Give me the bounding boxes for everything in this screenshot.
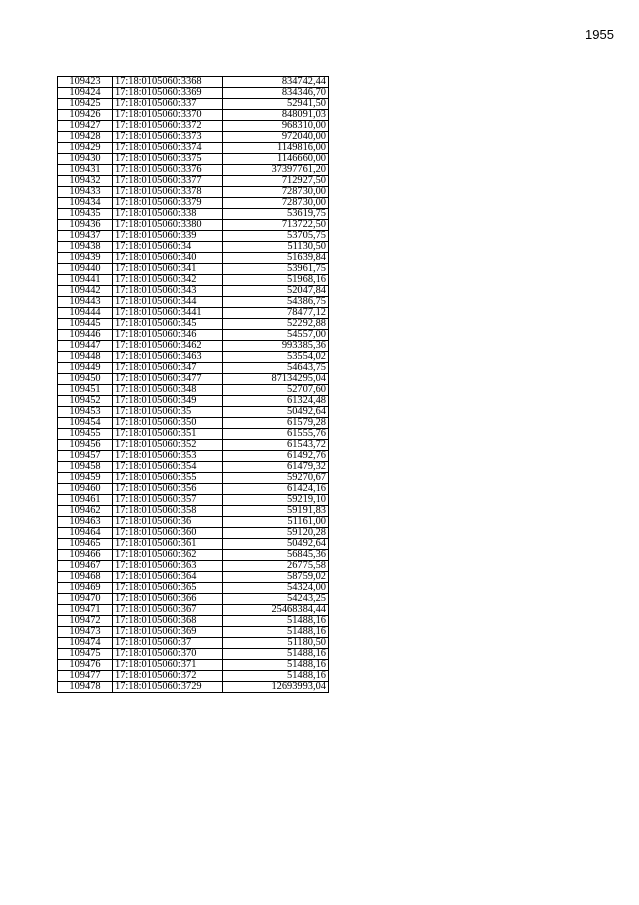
cadastral-number-cell: 17:18:0105060:343 [113,286,223,297]
table-row [58,110,329,121]
table-row [58,484,329,495]
table-row [58,429,329,440]
cadastral-number-cell: 17:18:0105060:3378 [113,187,223,198]
table-row [58,154,329,165]
table-row [58,341,329,352]
cadastral-number-cell: 17:18:0105060:3369 [113,88,223,99]
table-row [58,308,329,319]
table-row [58,143,329,154]
cadastral-value-cell: 713722,50 [223,220,329,231]
row-number-cell: 109474 [58,638,113,649]
cadastral-number-cell: 17:18:0105060:3375 [113,154,223,165]
cadastral-number-cell: 17:18:0105060:3379 [113,198,223,209]
row-number-cell: 109430 [58,154,113,165]
cadastral-number-cell: 17:18:0105060:372 [113,671,223,682]
table-row [58,418,329,429]
cadastral-number-cell: 17:18:0105060:362 [113,550,223,561]
cadastral-number-cell: 17:18:0105060:3729 [113,682,223,693]
row-number-cell: 109447 [58,341,113,352]
cadastral-number-cell: 17:18:0105060:3372 [113,121,223,132]
cadastral-number-cell: 17:18:0105060:341 [113,264,223,275]
cadastral-number-cell: 17:18:0105060:346 [113,330,223,341]
cadastral-value-cell: 54243,25 [223,594,329,605]
cadastral-value-cell: 61479,32 [223,462,329,473]
table-row [58,440,329,451]
cadastral-value-cell: 54557,00 [223,330,329,341]
row-number-cell: 109457 [58,451,113,462]
cadastral-value-cell: 52047,84 [223,286,329,297]
cadastral-value-cell: 834346,70 [223,88,329,99]
cadastral-number-cell: 17:18:0105060:371 [113,660,223,671]
row-number-cell: 109451 [58,385,113,396]
cadastral-number-cell: 17:18:0105060:350 [113,418,223,429]
table-row [58,187,329,198]
table-row [58,561,329,572]
cadastral-value-cell: 61424,16 [223,484,329,495]
table-row [58,583,329,594]
cadastral-number-cell: 17:18:0105060:340 [113,253,223,264]
table-row [58,594,329,605]
row-number-cell: 109453 [58,407,113,418]
table-row [58,209,329,220]
cadastral-value-cell: 78477,12 [223,308,329,319]
table-row [58,264,329,275]
row-number-cell: 109432 [58,176,113,187]
table-row [58,165,329,176]
row-number-cell: 109467 [58,561,113,572]
row-number-cell: 109463 [58,517,113,528]
table-row [58,220,329,231]
cadastral-value-cell: 25468384,44 [223,605,329,616]
cadastral-value-cell: 51161,00 [223,517,329,528]
row-number-cell: 109443 [58,297,113,308]
cadastral-value-cell: 56845,36 [223,550,329,561]
row-number-cell: 109464 [58,528,113,539]
table-row [58,616,329,627]
cadastral-number-cell: 17:18:0105060:3373 [113,132,223,143]
row-number-cell: 109435 [58,209,113,220]
table-row [58,517,329,528]
cadastral-value-cell: 61543,72 [223,440,329,451]
cadastral-value-cell: 87134295,04 [223,374,329,385]
row-number-cell: 109431 [58,165,113,176]
table-row [58,495,329,506]
table-row [58,682,329,693]
cadastral-number-cell: 17:18:0105060:3368 [113,77,223,88]
cadastral-value-cell: 61324,48 [223,396,329,407]
row-number-cell: 109471 [58,605,113,616]
table-row [58,605,329,616]
cadastral-value-cell: 59270,67 [223,473,329,484]
cadastral-value-cell: 993385,36 [223,341,329,352]
cadastral-value-cell: 61555,76 [223,429,329,440]
row-number-cell: 109461 [58,495,113,506]
cadastral-number-cell: 17:18:0105060:349 [113,396,223,407]
cadastral-number-cell: 17:18:0105060:3376 [113,165,223,176]
table-row [58,99,329,110]
cadastral-number-cell: 17:18:0105060:34 [113,242,223,253]
table-row [58,506,329,517]
table-row [58,627,329,638]
cadastral-number-cell: 17:18:0105060:337 [113,99,223,110]
cadastral-value-cell: 59120,28 [223,528,329,539]
table-row [58,88,329,99]
table-row [58,374,329,385]
cadastral-value-cell: 51488,16 [223,671,329,682]
row-number-cell: 109444 [58,308,113,319]
cadastral-value-cell: 26775,58 [223,561,329,572]
table-body [58,77,329,693]
row-number-cell: 109478 [58,682,113,693]
row-number-cell: 109456 [58,440,113,451]
cadastral-number-cell: 17:18:0105060:370 [113,649,223,660]
table-row [58,550,329,561]
page-number: 1955 [585,27,614,42]
table-row [58,407,329,418]
cadastral-value-cell: 51130,50 [223,242,329,253]
cadastral-number-cell: 17:18:0105060:348 [113,385,223,396]
cadastral-value-cell: 50492,64 [223,539,329,550]
cadastral-number-cell: 17:18:0105060:356 [113,484,223,495]
table-row [58,121,329,132]
cadastral-number-cell: 17:18:0105060:3377 [113,176,223,187]
table-row [58,539,329,550]
cadastral-value-cell: 54643,75 [223,363,329,374]
row-number-cell: 109446 [58,330,113,341]
cadastral-number-cell: 17:18:0105060:3441 [113,308,223,319]
row-number-cell: 109428 [58,132,113,143]
table-row [58,528,329,539]
row-number-cell: 109440 [58,264,113,275]
cadastral-value-cell: 834742,44 [223,77,329,88]
table-row [58,253,329,264]
cadastral-number-cell: 17:18:0105060:351 [113,429,223,440]
cadastral-number-cell: 17:18:0105060:339 [113,231,223,242]
row-number-cell: 109477 [58,671,113,682]
cadastral-number-cell: 17:18:0105060:3370 [113,110,223,121]
table-row [58,638,329,649]
row-number-cell: 109442 [58,286,113,297]
row-number-cell: 109475 [58,649,113,660]
cadastral-value-cell: 848091,03 [223,110,329,121]
row-number-cell: 109436 [58,220,113,231]
row-number-cell: 109459 [58,473,113,484]
cadastral-number-cell: 17:18:0105060:342 [113,275,223,286]
cadastral-value-cell: 51488,16 [223,616,329,627]
cadastral-value-cell: 50492,64 [223,407,329,418]
row-number-cell: 109437 [58,231,113,242]
cadastral-number-cell: 17:18:0105060:338 [113,209,223,220]
cadastral-number-cell: 17:18:0105060:357 [113,495,223,506]
cadastral-number-cell: 17:18:0105060:361 [113,539,223,550]
cadastral-number-cell: 17:18:0105060:358 [113,506,223,517]
cadastral-value-cell: 37397761,20 [223,165,329,176]
row-number-cell: 109473 [58,627,113,638]
table-row [58,363,329,374]
cadastral-value-cell: 51968,16 [223,275,329,286]
row-number-cell: 109438 [58,242,113,253]
row-number-cell: 109433 [58,187,113,198]
cadastral-value-cell: 1146660,00 [223,154,329,165]
row-number-cell: 109427 [58,121,113,132]
row-number-cell: 109454 [58,418,113,429]
table-row [58,396,329,407]
table-row [58,132,329,143]
cadastral-value-cell: 52941,50 [223,99,329,110]
cadastral-value-cell: 54386,75 [223,297,329,308]
table-row [58,385,329,396]
table-row [58,286,329,297]
cadastral-number-cell: 17:18:0105060:3462 [113,341,223,352]
cadastral-number-cell: 17:18:0105060:37 [113,638,223,649]
row-number-cell: 109460 [58,484,113,495]
row-number-cell: 109448 [58,352,113,363]
cadastral-value-cell: 972040,00 [223,132,329,143]
cadastral-number-cell: 17:18:0105060:352 [113,440,223,451]
cadastral-number-cell: 17:18:0105060:3477 [113,374,223,385]
cadastral-number-cell: 17:18:0105060:355 [113,473,223,484]
cadastral-number-cell: 17:18:0105060:366 [113,594,223,605]
cadastral-value-table [57,76,329,693]
row-number-cell: 109462 [58,506,113,517]
table-row [58,671,329,682]
cadastral-number-cell: 17:18:0105060:364 [113,572,223,583]
cadastral-number-cell: 17:18:0105060:354 [113,462,223,473]
row-number-cell: 109425 [58,99,113,110]
cadastral-value-cell: 53961,75 [223,264,329,275]
cadastral-value-cell: 52292,88 [223,319,329,330]
cadastral-value-cell: 61579,28 [223,418,329,429]
row-number-cell: 109441 [58,275,113,286]
cadastral-number-cell: 17:18:0105060:367 [113,605,223,616]
cadastral-number-cell: 17:18:0105060:365 [113,583,223,594]
cadastral-number-cell: 17:18:0105060:3374 [113,143,223,154]
cadastral-value-cell: 59219,10 [223,495,329,506]
cadastral-value-cell: 728730,00 [223,198,329,209]
row-number-cell: 109458 [58,462,113,473]
row-number-cell: 109423 [58,77,113,88]
table-row [58,462,329,473]
table-row [58,660,329,671]
cadastral-number-cell: 17:18:0105060:3380 [113,220,223,231]
cadastral-value-cell: 59191,83 [223,506,329,517]
cadastral-number-cell: 17:18:0105060:345 [113,319,223,330]
table-row [58,231,329,242]
cadastral-number-cell: 17:18:0105060:368 [113,616,223,627]
table-row [58,649,329,660]
row-number-cell: 109472 [58,616,113,627]
table-row [58,77,329,88]
row-number-cell: 109452 [58,396,113,407]
row-number-cell: 109470 [58,594,113,605]
cadastral-value-cell: 53705,75 [223,231,329,242]
cadastral-number-cell: 17:18:0105060:369 [113,627,223,638]
row-number-cell: 109445 [58,319,113,330]
cadastral-number-cell: 17:18:0105060:347 [113,363,223,374]
row-number-cell: 109469 [58,583,113,594]
row-number-cell: 109449 [58,363,113,374]
row-number-cell: 109439 [58,253,113,264]
cadastral-number-cell: 17:18:0105060:3463 [113,352,223,363]
cadastral-value-cell: 53554,02 [223,352,329,363]
row-number-cell: 109426 [58,110,113,121]
cadastral-value-cell: 52707,60 [223,385,329,396]
table-row [58,297,329,308]
row-number-cell: 109465 [58,539,113,550]
row-number-cell: 109434 [58,198,113,209]
cadastral-value-cell: 51488,16 [223,627,329,638]
row-number-cell: 109429 [58,143,113,154]
cadastral-value-cell: 1149816,00 [223,143,329,154]
row-number-cell: 109450 [58,374,113,385]
cadastral-value-cell: 51180,50 [223,638,329,649]
table-row [58,473,329,484]
cadastral-value-cell: 61492,76 [223,451,329,462]
table-row [58,451,329,462]
cadastral-value-cell: 54324,00 [223,583,329,594]
cadastral-number-cell: 17:18:0105060:363 [113,561,223,572]
row-number-cell: 109455 [58,429,113,440]
table-row [58,275,329,286]
cadastral-number-cell: 17:18:0105060:344 [113,297,223,308]
cadastral-value-cell: 53619,75 [223,209,329,220]
table-row [58,198,329,209]
cadastral-value-cell: 712927,50 [223,176,329,187]
table-row [58,330,329,341]
row-number-cell: 109466 [58,550,113,561]
row-number-cell: 109424 [58,88,113,99]
cadastral-number-cell: 17:18:0105060:353 [113,451,223,462]
cadastral-value-cell: 51488,16 [223,660,329,671]
row-number-cell: 109468 [58,572,113,583]
table-row [58,572,329,583]
cadastral-value-cell: 728730,00 [223,187,329,198]
cadastral-value-cell: 58759,02 [223,572,329,583]
cadastral-number-cell: 17:18:0105060:36 [113,517,223,528]
cadastral-value-cell: 51488,16 [223,649,329,660]
row-number-cell: 109476 [58,660,113,671]
cadastral-number-cell: 17:18:0105060:360 [113,528,223,539]
table-row [58,352,329,363]
cadastral-value-cell: 12693993,04 [223,682,329,693]
cadastral-value-cell: 968310,00 [223,121,329,132]
cadastral-number-cell: 17:18:0105060:35 [113,407,223,418]
table-row [58,176,329,187]
table-row [58,242,329,253]
cadastral-value-cell: 51639,84 [223,253,329,264]
table-row [58,319,329,330]
